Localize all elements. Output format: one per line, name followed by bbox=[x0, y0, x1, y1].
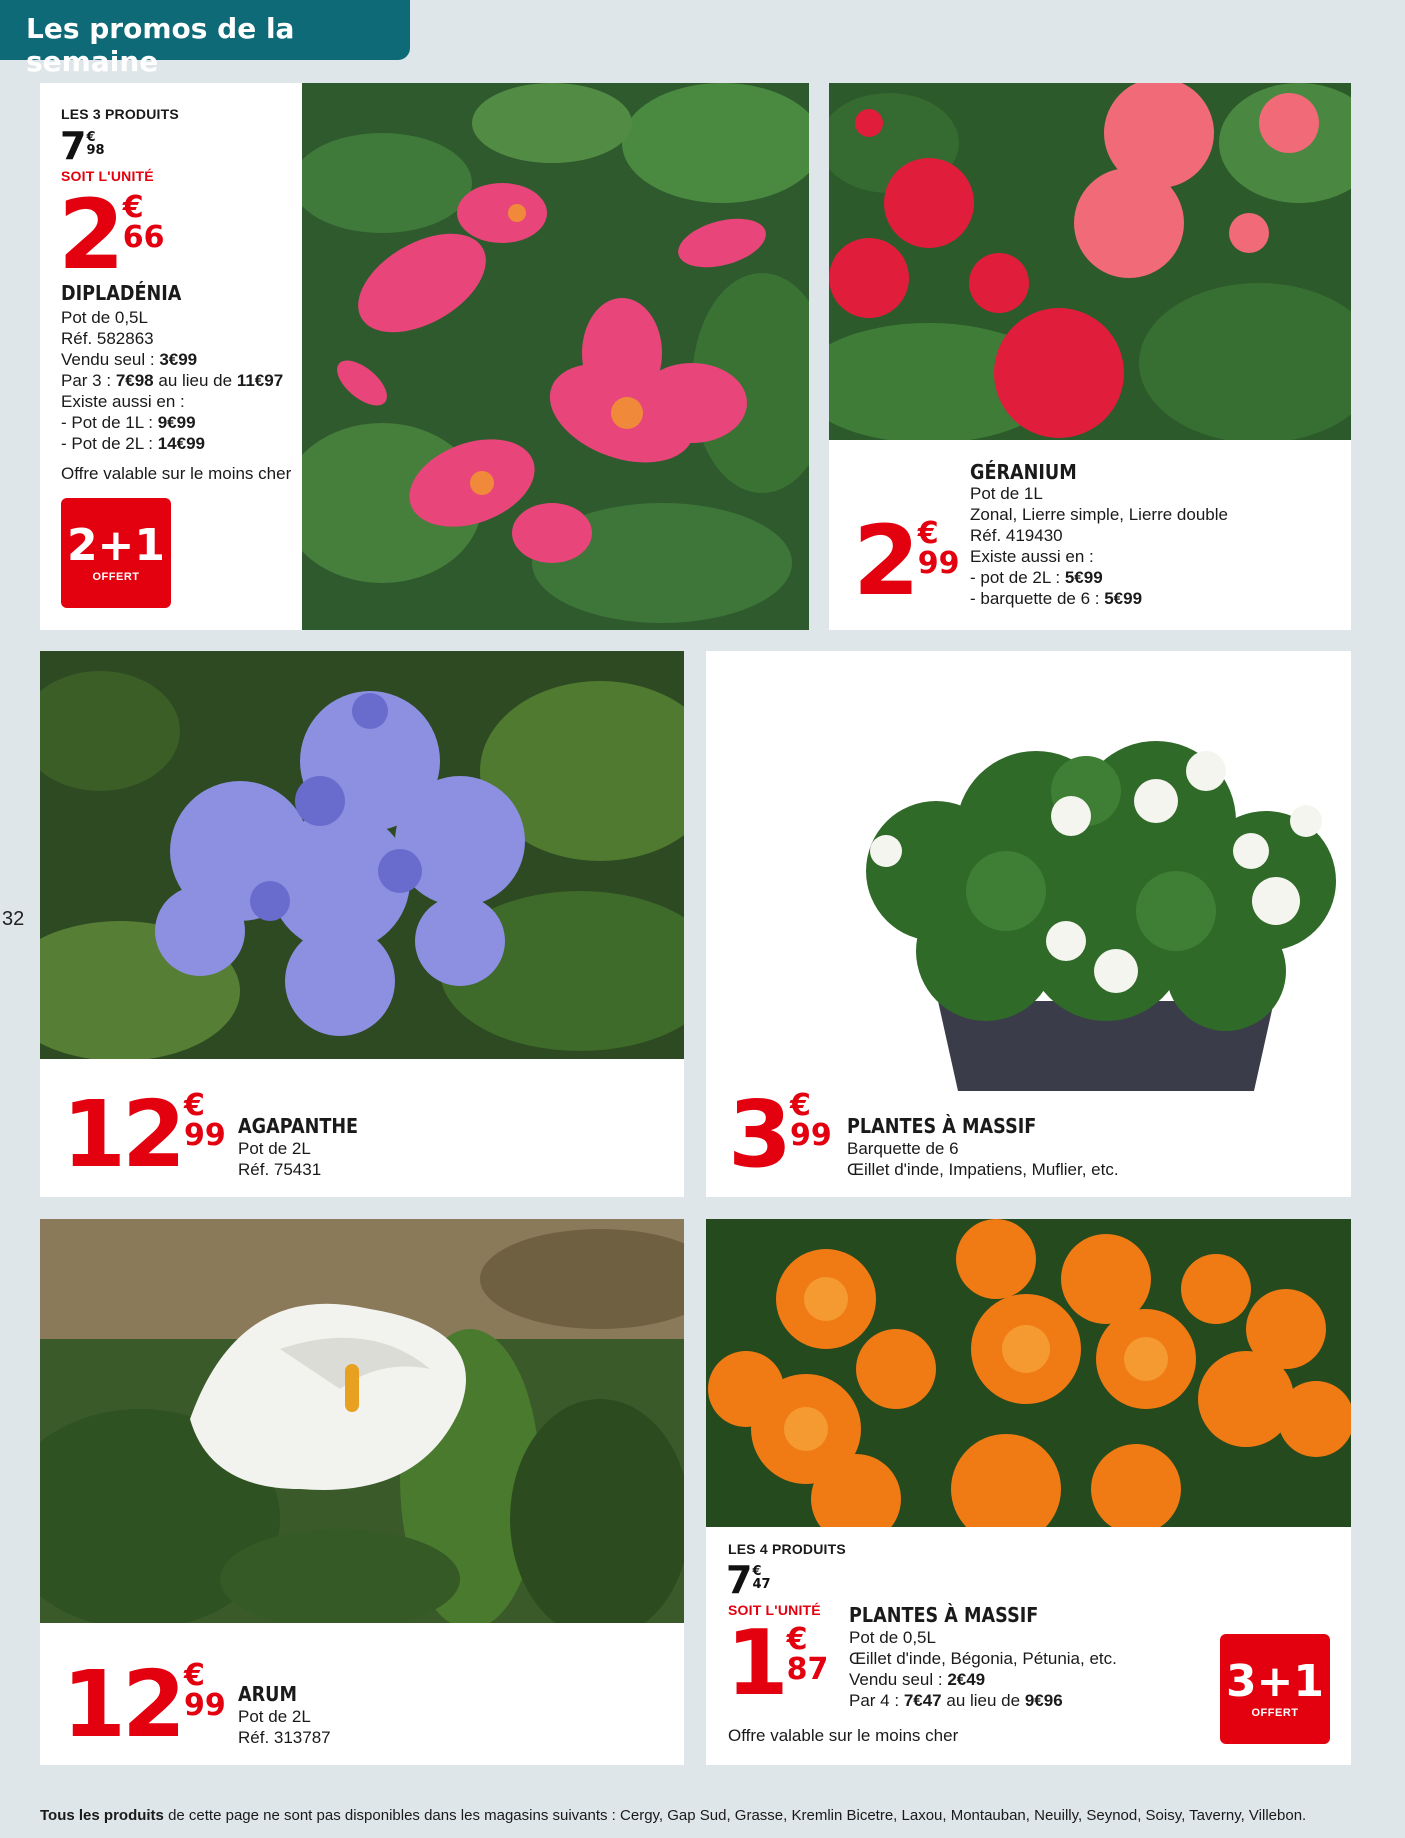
product-name: ARUM bbox=[238, 1682, 297, 1706]
unit-label: SOIT L'UNITÉ bbox=[61, 168, 154, 184]
product-card-geranium[interactable] bbox=[829, 83, 1351, 630]
price: 2 € 99 bbox=[853, 505, 960, 617]
price: 12 € 99 bbox=[62, 1081, 226, 1188]
product-name: DIPLADÉNIA bbox=[61, 281, 182, 305]
product-name: GÉRANIUM bbox=[970, 460, 1077, 484]
product-name: PLANTES À MASSIF bbox=[849, 1603, 1039, 1627]
product-card-plantes-massif-barquette[interactable] bbox=[706, 651, 1351, 1197]
product-card-arum[interactable] bbox=[40, 1219, 684, 1765]
begonia-photo bbox=[706, 651, 1351, 1111]
marigold-photo bbox=[706, 1219, 1351, 1527]
product-name: AGAPANTHE bbox=[238, 1114, 359, 1138]
product-details: Pot de 2L Réf. 75431 bbox=[238, 1139, 322, 1179]
product-card-agapanthe[interactable] bbox=[40, 651, 684, 1197]
unit-price: 2 € 66 bbox=[58, 179, 165, 291]
product-card-plantes-massif-pot[interactable] bbox=[706, 1219, 1351, 1765]
geranium-photo bbox=[829, 83, 1351, 440]
offer-badge: 2+1 OFFERT bbox=[61, 498, 171, 608]
offer-note: Offre valable sur le moins cher bbox=[728, 1726, 959, 1745]
product-details: Pot de 2L Réf. 313787 bbox=[238, 1707, 331, 1747]
offer-badge: 3+1 OFFERT bbox=[1220, 1634, 1330, 1744]
product-details: Pot de 1L Zonal, Lierre simple, Lierre double Réf. 419430 Existe aussi en : - pot de 2L : 5€99 - barquette de 6 : 5€99 bbox=[970, 484, 1228, 608]
price: 12 € 99 bbox=[62, 1651, 226, 1758]
section-title: Les promos de la semaine bbox=[26, 12, 295, 78]
dipladenia-photo bbox=[302, 83, 809, 630]
page-number: 32 bbox=[2, 908, 25, 930]
product-card-dipladenia[interactable] bbox=[40, 83, 809, 630]
price: 3 € 99 bbox=[728, 1081, 832, 1188]
bundle-price: 7 € 47 bbox=[726, 1558, 771, 1602]
product-details: Pot de 0,5L Réf. 582863 Vendu seul : 3€99 Par 3 : 7€98 au lieu de 11€97 Existe aussi en : - Pot de 1L : 9€99 - Pot de 2L : 14€99 bbox=[61, 308, 284, 453]
unit-price: 1 € 87 bbox=[726, 1611, 829, 1716]
bundle-label: LES 4 PRODUITS bbox=[728, 1541, 846, 1557]
agapanthe-photo bbox=[40, 651, 684, 1059]
bundle-label: LES 3 PRODUITS bbox=[61, 106, 179, 122]
section-header bbox=[0, 0, 410, 78]
product-name: PLANTES À MASSIF bbox=[847, 1114, 1037, 1138]
product-details: Barquette de 6 Œillet d'inde, Impatiens, Muflier, etc. bbox=[847, 1139, 1119, 1179]
offer-note: Offre valable sur le moins cher bbox=[61, 464, 292, 483]
arum-photo bbox=[40, 1219, 684, 1623]
bundle-price: 7 € 98 bbox=[60, 124, 105, 168]
product-details: Pot de 0,5L Œillet d'inde, Bégonia, Pétunia, etc. Vendu seul : 2€49 Par 4 : 7€47 au lieu de 9€96 bbox=[849, 1628, 1117, 1710]
unit-label: SOIT L'UNITÉ bbox=[728, 1602, 821, 1618]
availability-footer: Tous les produits de cette page ne sont pas disponibles dans les magasins suivants : Cergy, Gap Sud, Grasse, Kremlin Bicetre, Laxou, Montauban, Neuilly, Seynod, Soisy, Taverny, Villebon. bbox=[40, 1807, 1307, 1824]
